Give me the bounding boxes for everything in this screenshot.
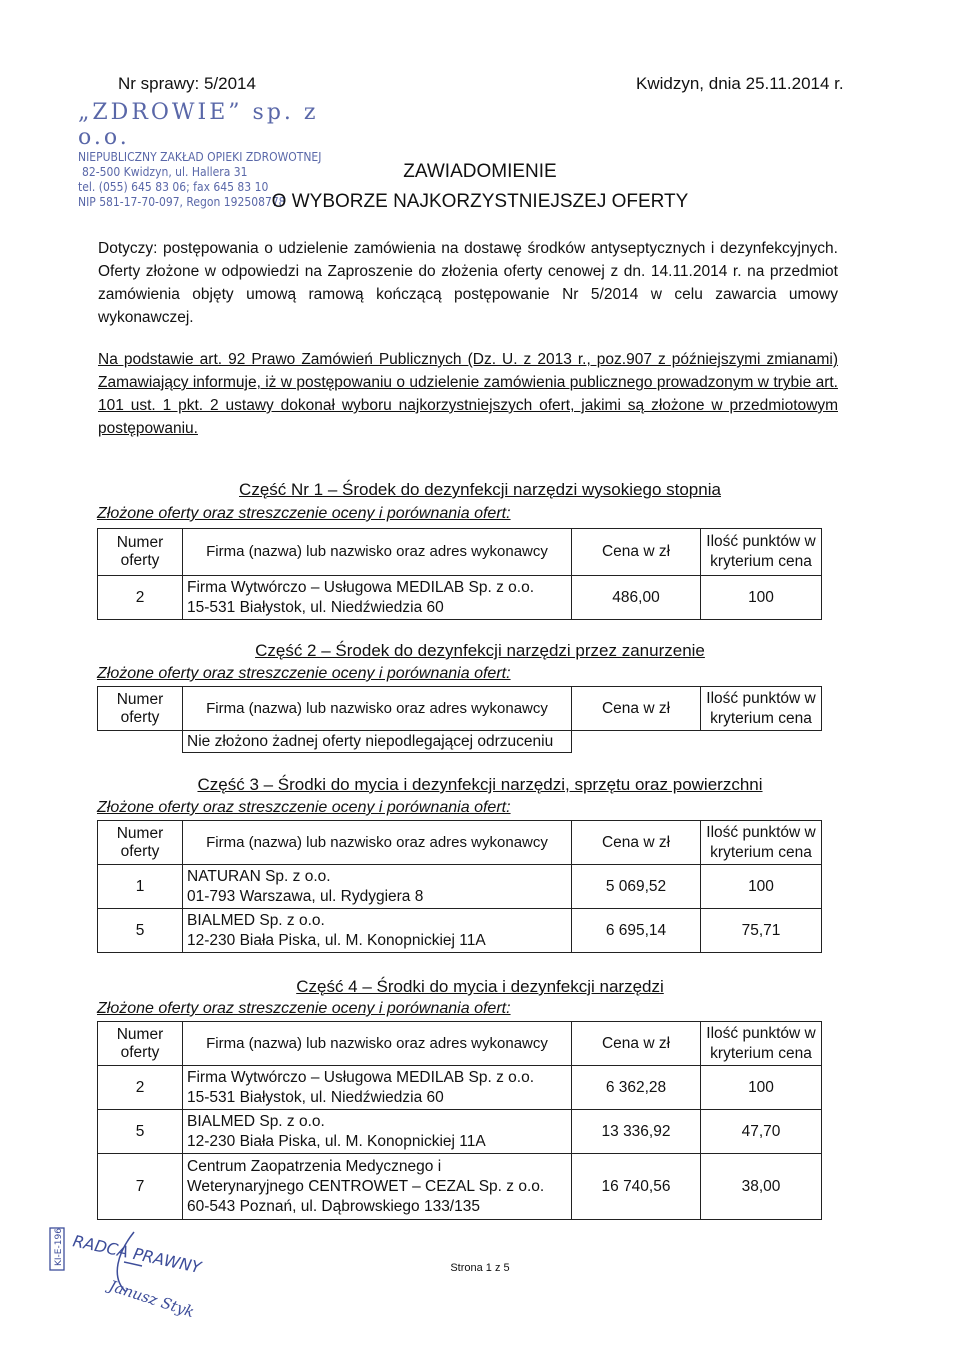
no-offer-text: Nie złożono żadnej oferty niepodlegającej odrzuceniu bbox=[183, 731, 572, 753]
header-price: Cena w zł bbox=[572, 821, 701, 865]
table-row bbox=[98, 576, 822, 620]
offer-firm bbox=[183, 1154, 572, 1220]
part-1-title: Część Nr 1 – Środek do dezynfekcji narzędzi wysokiego stopnia bbox=[239, 480, 721, 499]
offer-firm bbox=[183, 1066, 572, 1110]
firm-address: 15-531 Białystok, ul. Niedźwiedzia 60 bbox=[187, 598, 444, 616]
document-title: ZAWIADOMIENIE bbox=[403, 161, 557, 182]
header-firm: Firma (nazwa) lub nazwisko oraz adres wykonawcy bbox=[183, 687, 572, 731]
table-row bbox=[98, 909, 822, 953]
stamp-company-name: „ZDROWIE” sp. z o.o. bbox=[78, 100, 319, 150]
offer-points: 100 bbox=[701, 865, 822, 909]
firm-name: Centrum Zaopatrzenia Medycznego i bbox=[187, 1157, 442, 1175]
firm-address: 15-531 Białystok, ul. Niedźwiedzia 60 bbox=[187, 1088, 444, 1106]
offer-price: 16 740,56 bbox=[572, 1154, 701, 1220]
header-points: Ilość punktów w kryterium cena bbox=[701, 1022, 822, 1066]
intro-paragraph: Dotyczy: postępowania o udzielenie zamówienia na dostawę środków antyseptycznych i dezynfekcyjnych. Oferty złożone w odpowiedzi na Zaproszenie do złożenia oferty cenowej z dn. 14.11.2014 r. na przedmiot zamówienia objęty umową ramową kończącą postępowanie Nr 5/2014 w celu zawarcia umowy wykonawczej. bbox=[98, 240, 838, 326]
offer-firm bbox=[183, 1110, 572, 1154]
part-4-subtitle: Złożone oferty oraz streszczenie oceny i porównania ofert: bbox=[97, 1000, 511, 1017]
table-header-row bbox=[98, 821, 822, 865]
stamp-line-1: NIEPUBLICZNY ZAKŁAD OPIEKI ZDROWOTNEJ bbox=[78, 150, 322, 164]
offer-points: 75,71 bbox=[701, 909, 822, 953]
firm-address: 01-793 Warszawa, ul. Rydygiera 8 bbox=[187, 887, 424, 905]
header-points: Ilość punktów w kryterium cena bbox=[701, 687, 822, 731]
legal-paragraph: Na podstawie art. 92 Prawo Zamówień Publicznych (Dz. U. z 2013 r., poz.907 z późniejszymi zmianami) Zamawiający informuje, iż w postępowaniu o udzielenie zamówienia publicznego prowadzonym w trybie art. 101 ust. 1 pkt. 2 ustawy dokonał wyboru najkorzystniejszych ofert, jakimi są złożone w przedmiotowym postępowaniu. bbox=[98, 351, 838, 437]
part-2-title: Część 2 – Środek do dezynfekcji narzędzi przez zanurzenie bbox=[255, 641, 705, 660]
offer-number: 2 bbox=[98, 1066, 183, 1110]
offer-points: 38,00 bbox=[701, 1154, 822, 1220]
part-4-table bbox=[97, 1021, 822, 1220]
offer-price: 486,00 bbox=[572, 576, 701, 620]
offer-firm bbox=[183, 865, 572, 909]
part-2-table bbox=[97, 686, 822, 753]
firm-name: BIALMED Sp. z o.o. bbox=[187, 911, 325, 929]
part-3-subtitle: Złożone oferty oraz streszczenie oceny i porównania ofert: bbox=[97, 799, 511, 816]
header-price: Cena w zł bbox=[572, 1022, 701, 1066]
stamp-title: RADCA PRAWNY bbox=[71, 1231, 203, 1278]
firm-address: 60-543 Poznań, ul. Dąbrowskiego 133/135 bbox=[187, 1197, 480, 1215]
offer-number: 5 bbox=[98, 1110, 183, 1154]
case-number: Nr sprawy: 5/2014 bbox=[118, 74, 256, 93]
table-row bbox=[98, 1066, 822, 1110]
table-row bbox=[98, 1154, 822, 1220]
part-3-title: Część 3 – Środki do mycia i dezynfekcji narzędzi, sprzętu oraz powierzchni bbox=[197, 775, 763, 794]
firm-address: 12-230 Biała Piska, ul. M. Konopnickiej 11A bbox=[187, 1132, 486, 1150]
table-header-row bbox=[98, 529, 822, 576]
offer-price: 13 336,92 bbox=[572, 1110, 701, 1154]
table-row bbox=[98, 731, 822, 753]
offer-points: 100 bbox=[701, 576, 822, 620]
offer-firm bbox=[183, 909, 572, 953]
stamp-line-3: tel. (055) 645 83 06; fax 645 83 10 bbox=[78, 180, 269, 194]
header-number: Numer oferty bbox=[98, 821, 183, 865]
offer-points: 47,70 bbox=[701, 1110, 822, 1154]
offer-number: 2 bbox=[98, 576, 183, 620]
page-footer: Strona 1 z 5 bbox=[450, 1262, 510, 1274]
document-subtitle: O WYBORZE NAJKORZYSTNIEJSZEJ OFERTY bbox=[271, 191, 689, 212]
offer-number: 5 bbox=[98, 909, 183, 953]
header-points: Ilość punktów w kryterium cena bbox=[701, 529, 822, 576]
header-number: Numer oferty bbox=[98, 1022, 183, 1066]
table-row bbox=[98, 865, 822, 909]
part-3-table bbox=[97, 820, 822, 953]
table-header-row bbox=[98, 1022, 822, 1066]
offer-number: 7 bbox=[98, 1154, 183, 1220]
header-number: Numer oferty bbox=[98, 687, 183, 731]
offer-price: 6 695,14 bbox=[572, 909, 701, 953]
table-header-row bbox=[98, 687, 822, 731]
offer-number: 1 bbox=[98, 865, 183, 909]
header-number: Numer oferty bbox=[98, 529, 183, 576]
stamp-signatory: Janusz Styk bbox=[106, 1276, 197, 1322]
part-1-subtitle: Złożone oferty oraz streszczenie oceny i porównania ofert: bbox=[97, 505, 511, 522]
header-price: Cena w zł bbox=[572, 687, 701, 731]
header-points: Ilość punktów w kryterium cena bbox=[701, 821, 822, 865]
stamp-line-4: NIP 581-17-70-097, Regon 192508778 bbox=[78, 195, 286, 209]
firm-name: BIALMED Sp. z o.o. bbox=[187, 1112, 325, 1130]
place-date: Kwidzyn, dnia 25.11.2014 r. bbox=[636, 74, 844, 93]
firm-name: Firma Wytwórczo – Usługowa MEDILAB Sp. z o.o. bbox=[187, 1068, 534, 1086]
offer-points: 100 bbox=[701, 1066, 822, 1110]
firm-name: NATURAN Sp. z o.o. bbox=[187, 867, 331, 885]
header-price: Cena w zł bbox=[572, 529, 701, 576]
stamp-line-2: 82-500 Kwidzyn, ul. Hallera 31 bbox=[82, 165, 248, 179]
part-2-subtitle: Złożone oferty oraz streszczenie oceny i porównania ofert: bbox=[97, 665, 511, 682]
header-firm: Firma (nazwa) lub nazwisko oraz adres wykonawcy bbox=[183, 529, 572, 576]
firm-address: 12-230 Biała Piska, ul. M. Konopnickiej 11A bbox=[187, 931, 486, 949]
firm-name-cont: Weterynaryjnego CENTROWET – CEZAL Sp. z o.o. bbox=[187, 1177, 545, 1195]
part-1-table bbox=[97, 528, 822, 620]
header-firm: Firma (nazwa) lub nazwisko oraz adres wykonawcy bbox=[183, 1022, 572, 1066]
table-row bbox=[98, 1110, 822, 1154]
offer-firm bbox=[183, 576, 572, 620]
offer-price: 6 362,28 bbox=[572, 1066, 701, 1110]
part-4-title: Część 4 – Środki do mycia i dezynfekcji narzędzi bbox=[296, 977, 664, 996]
header-firm: Firma (nazwa) lub nazwisko oraz adres wykonawcy bbox=[183, 821, 572, 865]
offer-price: 5 069,52 bbox=[572, 865, 701, 909]
stamp-code: KI-E-196 bbox=[54, 1228, 64, 1266]
firm-name: Firma Wytwórczo – Usługowa MEDILAB Sp. z o.o. bbox=[187, 578, 534, 596]
